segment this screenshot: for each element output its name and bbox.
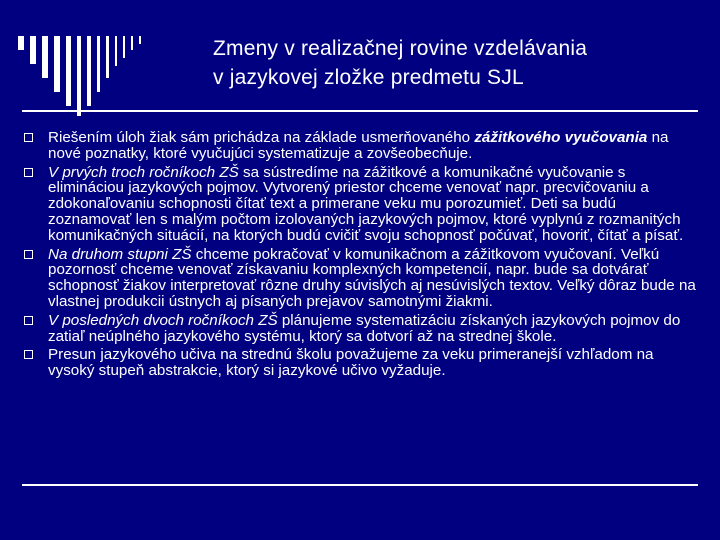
decor-bar	[54, 36, 60, 92]
item-text: Presun jazykového učiva na strednú školu považujeme za veku primeranejší vzhľadom na vysoký stupeň abstrakcie, ktorý si jazykové učivo vyžaduje.	[48, 346, 654, 380]
list-item	[22, 130, 698, 162]
item-emphasis: V posledných dvoch ročníkoch ZŠ	[48, 311, 278, 329]
decor-bar	[87, 36, 91, 106]
bottom-divider	[22, 484, 698, 486]
item-text: sa sústredíme na zážitkové a komunikačné vyučovanie s elimináciou jazykových pojmov. Vytvorený priestor chceme venovať napr. precvičovaniu a zdokonaľovaniu schopnosti čítať text a primerane veku mu porozumieť. Deti sa budú zoznamovať len s malým počtom izolovaných jazykových pojmov, ktoré vyplynú z rozmanitých komunikačných situácií, na ktorých budú cvičiť svoju schopnosť počúvať, hovoriť, čítať a písať.	[48, 163, 684, 244]
decor-bar	[139, 36, 141, 44]
hollow-square-bullet-icon	[24, 316, 33, 325]
item-emphasis: Na druhom stupni ZŠ	[48, 245, 192, 263]
item-text: Riešením úloh žiak sám prichádza na základe usmerňovaného	[48, 129, 475, 146]
hollow-square-bullet-icon	[24, 250, 33, 259]
decor-bar	[131, 36, 133, 50]
decor-bar	[123, 36, 125, 58]
decorative-bars	[18, 36, 147, 134]
item-text: na nové poznatky, ktoré vyučujúci systematizuje a zovšeobecňuje.	[48, 129, 669, 162]
decor-bar	[97, 36, 100, 92]
decor-bar	[42, 36, 48, 78]
list-item	[22, 347, 698, 379]
list-item	[22, 247, 698, 310]
list-item	[22, 313, 698, 345]
hollow-square-bullet-icon	[24, 350, 33, 359]
hollow-square-bullet-icon	[24, 168, 33, 177]
slide-title	[213, 34, 703, 92]
hollow-square-bullet-icon	[24, 133, 33, 142]
slide-title-line-2: v jazykovej zložke predmetu SJL	[213, 66, 524, 89]
item-emphasis: V prvých troch ročníkoch ZŠ	[48, 163, 239, 181]
item-text: chceme pokračovať v komunikačnom a zážitkovom vyučovaní. Veľkú pozornosť chceme venovať získavaniu komplexných kompetencií, napr. bude sa dotvárať schopnosť žiakov interpretovať rôzne druhy súvislých aj nesúvislých textov. Veľký dôraz bude na vlastnej produkcii ústnych aj písaných prejavov samotnými žiakmi.	[48, 245, 696, 310]
slide-title-line-1: Zmeny v realizačnej rovine vzdelávania	[213, 37, 588, 60]
top-divider	[22, 110, 698, 112]
decor-bar	[30, 36, 36, 64]
list-item	[22, 165, 698, 244]
decor-bar	[18, 36, 24, 50]
item-text: plánujeme systematizáciu získaných jazykových pojmov do zatiaľ neúplného jazykového systému, ktorý sa dotvorí až na strednej škole.	[48, 311, 681, 345]
item-emphasis: zážitkového vyučovania	[474, 129, 648, 146]
bullet-list	[22, 130, 698, 382]
decor-bar	[77, 36, 81, 116]
decor-bar	[115, 36, 117, 66]
decor-bar	[106, 36, 109, 78]
decor-bar	[66, 36, 71, 106]
